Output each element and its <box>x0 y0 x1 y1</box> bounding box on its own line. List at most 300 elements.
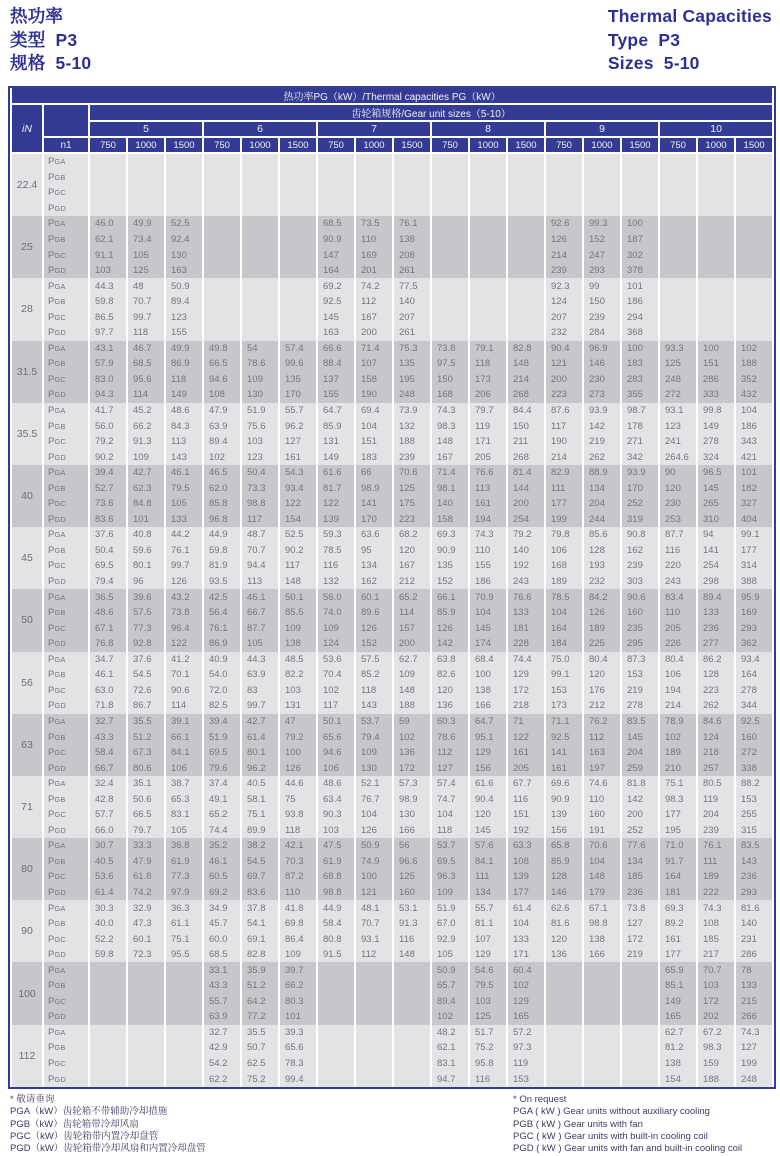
row-label: PGB <box>44 667 88 683</box>
value-cell <box>508 232 544 248</box>
value-cell: 50.4 <box>242 465 278 481</box>
value-cell: 67.0 <box>432 916 468 932</box>
value-cell: 68.8 <box>318 869 354 885</box>
value-cell <box>166 1040 202 1056</box>
value-cell: 177 <box>660 807 696 823</box>
value-cell: 85.2 <box>356 667 392 683</box>
value-cell <box>318 154 354 170</box>
value-cell: 162 <box>356 574 392 590</box>
value-cell: 67.1 <box>90 620 126 636</box>
value-cell: 189 <box>546 574 582 590</box>
row-label: PGC <box>44 1056 88 1072</box>
value-cell: 128 <box>546 869 582 885</box>
value-cell <box>660 325 696 341</box>
value-cell: 84.8 <box>128 496 164 512</box>
value-cell <box>394 185 430 201</box>
table-row <box>12 418 772 434</box>
value-cell: 108 <box>204 387 240 403</box>
value-cell: 94 <box>698 527 734 543</box>
value-cell: 32.9 <box>128 900 164 916</box>
value-cell <box>128 978 164 994</box>
value-cell: 69.1 <box>242 931 278 947</box>
value-cell: 128 <box>698 667 734 683</box>
value-cell: 75.1 <box>242 807 278 823</box>
speed-header: 1500 <box>508 138 544 154</box>
value-cell: 122 <box>318 496 354 512</box>
value-cell: 129 <box>470 947 506 963</box>
value-cell: 70.4 <box>318 667 354 683</box>
value-cell <box>356 1025 392 1041</box>
value-cell: 141 <box>698 543 734 559</box>
value-cell: 186 <box>622 294 658 310</box>
value-cell: 110 <box>356 232 392 248</box>
value-cell: 200 <box>622 807 658 823</box>
value-cell: 71.4 <box>356 341 392 357</box>
value-cell: 85.5 <box>280 605 316 621</box>
value-cell: 125 <box>660 356 696 372</box>
value-cell: 76.1 <box>204 620 240 636</box>
value-cell <box>242 325 278 341</box>
value-cell <box>584 185 620 201</box>
speed-header: 750 <box>546 138 582 154</box>
value-cell <box>356 1009 392 1025</box>
value-cell: 125 <box>394 480 430 496</box>
speed-header: 1500 <box>166 138 202 154</box>
value-cell: 98.7 <box>622 403 658 419</box>
value-cell: 204 <box>584 496 620 512</box>
value-cell: 111 <box>546 480 582 496</box>
value-cell: 101 <box>622 278 658 294</box>
table-row <box>12 294 772 310</box>
value-cell: 121 <box>546 356 582 372</box>
value-cell <box>736 278 772 294</box>
value-cell: 70.7 <box>356 916 392 932</box>
value-cell <box>508 216 544 232</box>
value-cell: 195 <box>394 372 430 388</box>
value-cell: 90.2 <box>90 449 126 465</box>
value-cell: 232 <box>584 574 620 590</box>
value-cell: 79.1 <box>470 341 506 357</box>
row-label: PGD <box>44 1071 88 1087</box>
value-cell <box>280 170 316 186</box>
value-cell: 167 <box>394 558 430 574</box>
row-label: PGA <box>44 652 88 668</box>
value-cell: 54.0 <box>204 667 240 683</box>
value-cell: 163 <box>166 263 202 279</box>
value-cell: 303 <box>622 574 658 590</box>
value-cell: 191 <box>584 823 620 839</box>
value-cell <box>432 325 468 341</box>
value-cell: 222 <box>698 885 734 901</box>
value-cell: 194 <box>660 683 696 699</box>
value-cell <box>356 994 392 1010</box>
value-cell: 404 <box>736 512 772 528</box>
value-cell <box>90 1025 126 1041</box>
value-cell <box>90 154 126 170</box>
value-cell: 189 <box>660 745 696 761</box>
value-cell <box>280 294 316 310</box>
value-cell: 39.7 <box>280 962 316 978</box>
value-cell: 189 <box>584 620 620 636</box>
value-cell: 49.9 <box>166 341 202 357</box>
value-cell <box>584 1025 620 1041</box>
value-cell: 58.4 <box>90 745 126 761</box>
value-cell: 148 <box>508 356 544 372</box>
value-cell: 231 <box>736 931 772 947</box>
value-cell: 295 <box>622 636 658 652</box>
value-cell <box>394 201 430 217</box>
value-cell: 98.9 <box>356 480 392 496</box>
value-cell: 140 <box>432 496 468 512</box>
value-cell: 64.7 <box>470 714 506 730</box>
value-cell <box>280 185 316 201</box>
value-cell: 41.8 <box>280 900 316 916</box>
page-title-en-line2: Type P3 <box>607 29 681 50</box>
value-cell: 65.8 <box>546 838 582 854</box>
value-cell: 42.5 <box>204 589 240 605</box>
value-cell: 127 <box>432 760 468 776</box>
value-cell: 77.3 <box>166 869 202 885</box>
value-cell: 93.8 <box>280 807 316 823</box>
row-label: PGC <box>44 309 88 325</box>
value-cell: 142 <box>584 418 620 434</box>
value-cell: 40.5 <box>90 854 126 870</box>
value-cell <box>242 294 278 310</box>
value-cell: 70.1 <box>166 667 202 683</box>
value-cell: 47.9 <box>204 403 240 419</box>
value-cell: 39.3 <box>280 1025 316 1041</box>
value-cell: 112 <box>432 745 468 761</box>
row-label: PGA <box>44 278 88 294</box>
value-cell: 40.9 <box>204 652 240 668</box>
footnote-line: PGD（kW）齿轮箱带冷却风扇和内置冷却盘管 <box>10 1143 206 1155</box>
value-cell: 154 <box>660 1071 696 1087</box>
value-cell: 133 <box>166 512 202 528</box>
value-cell: 86.7 <box>128 698 164 714</box>
value-cell: 50.1 <box>318 714 354 730</box>
value-cell <box>698 294 734 310</box>
value-cell: 63.3 <box>508 838 544 854</box>
value-cell: 96.3 <box>432 869 468 885</box>
value-cell: 120 <box>546 931 582 947</box>
value-cell: 98.3 <box>698 1040 734 1056</box>
value-cell: 57.5 <box>128 605 164 621</box>
value-cell <box>204 309 240 325</box>
ratio-cell: 40 <box>12 465 42 527</box>
table-row <box>12 776 772 792</box>
value-cell: 84.6 <box>698 714 734 730</box>
value-cell: 84.3 <box>166 418 202 434</box>
value-cell <box>546 962 582 978</box>
row-label: PGB <box>44 418 88 434</box>
value-cell: 92.8 <box>128 636 164 652</box>
row-label: PGD <box>44 885 88 901</box>
value-cell: 84.1 <box>166 745 202 761</box>
value-cell: 134 <box>584 480 620 496</box>
value-cell: 116 <box>318 558 354 574</box>
value-cell: 82.6 <box>432 667 468 683</box>
value-cell <box>280 201 316 217</box>
value-cell: 85.1 <box>660 978 696 994</box>
speed-header: 1000 <box>356 138 392 154</box>
value-cell: 35.5 <box>128 714 164 730</box>
value-cell: 39.6 <box>128 589 164 605</box>
value-cell: 138 <box>470 683 506 699</box>
in-header: iN <box>12 105 42 154</box>
speed-header: 1000 <box>242 138 278 154</box>
value-cell: 51.9 <box>432 900 468 916</box>
value-cell: 82.8 <box>508 341 544 357</box>
value-cell: 172 <box>394 760 430 776</box>
value-cell: 57.4 <box>432 776 468 792</box>
value-cell: 278 <box>698 434 734 450</box>
value-cell: 61.4 <box>508 900 544 916</box>
value-cell: 43.3 <box>90 729 126 745</box>
value-cell: 77.3 <box>128 620 164 636</box>
value-cell: 100 <box>280 745 316 761</box>
value-cell: 145 <box>470 823 506 839</box>
value-cell: 48 <box>128 278 164 294</box>
value-cell: 343 <box>736 434 772 450</box>
value-cell: 57.7 <box>90 807 126 823</box>
value-cell: 169 <box>736 605 772 621</box>
value-cell <box>280 232 316 248</box>
value-cell: 262 <box>698 698 734 714</box>
value-cell: 90 <box>660 465 696 481</box>
value-cell <box>90 1056 126 1072</box>
value-cell: 57.4 <box>280 341 316 357</box>
value-cell <box>356 962 392 978</box>
value-cell: 98.8 <box>242 496 278 512</box>
value-cell: 56.0 <box>90 418 126 434</box>
value-cell: 148 <box>394 683 430 699</box>
value-cell: 33.1 <box>204 962 240 978</box>
speed-header: 750 <box>204 138 240 154</box>
value-cell <box>584 978 620 994</box>
value-cell: 223 <box>698 683 734 699</box>
table-row <box>12 201 772 217</box>
table-row <box>12 807 772 823</box>
value-cell: 78.5 <box>318 543 354 559</box>
row-label: PGB <box>44 1040 88 1056</box>
n1-header: n1 <box>44 138 88 154</box>
value-cell: 69.5 <box>204 745 240 761</box>
value-cell: 104 <box>584 854 620 870</box>
value-cell: 44.3 <box>90 278 126 294</box>
ratio-cell: 63 <box>12 714 42 776</box>
value-cell <box>432 294 468 310</box>
value-cell: 118 <box>356 683 392 699</box>
value-cell <box>318 1009 354 1025</box>
value-cell: 118 <box>128 325 164 341</box>
footnote-line: PGC（kW）齿轮箱带内置冷却盘管 <box>10 1131 159 1143</box>
value-cell: 159 <box>698 1056 734 1072</box>
value-cell: 50.9 <box>432 962 468 978</box>
value-cell: 133 <box>508 931 544 947</box>
value-cell <box>584 170 620 186</box>
value-cell: 344 <box>736 698 772 714</box>
value-cell: 63.9 <box>204 1009 240 1025</box>
value-cell: 40.8 <box>128 527 164 543</box>
value-cell: 164 <box>660 869 696 885</box>
value-cell <box>318 170 354 186</box>
value-cell: 63.0 <box>90 683 126 699</box>
value-cell <box>432 201 468 217</box>
value-cell: 123 <box>242 449 278 465</box>
value-cell: 66.1 <box>166 729 202 745</box>
footnote-line: PGB（kW）齿轮箱带冷却风扇 <box>10 1118 139 1130</box>
value-cell: 71.0 <box>660 838 696 854</box>
value-cell <box>660 309 696 325</box>
value-cell: 75.2 <box>242 1071 278 1087</box>
row-label: PGA <box>44 527 88 543</box>
value-cell <box>698 232 734 248</box>
value-cell <box>394 978 430 994</box>
value-cell: 73.9 <box>394 403 430 419</box>
value-cell: 74.3 <box>736 1025 772 1041</box>
value-cell: 262 <box>584 449 620 465</box>
value-cell: 219 <box>622 683 658 699</box>
value-cell: 268 <box>508 387 544 403</box>
value-cell: 116 <box>508 791 544 807</box>
value-cell: 81.8 <box>622 776 658 792</box>
value-cell: 163 <box>318 325 354 341</box>
value-cell: 76.2 <box>584 714 620 730</box>
value-cell: 54.5 <box>128 667 164 683</box>
value-cell: 101 <box>280 1009 316 1025</box>
value-cell <box>584 1071 620 1087</box>
value-cell: 78.6 <box>242 356 278 372</box>
value-cell: 87.7 <box>242 620 278 636</box>
value-cell <box>90 962 126 978</box>
value-cell: 145 <box>622 729 658 745</box>
value-cell: 327 <box>736 496 772 512</box>
value-cell: 62.3 <box>128 480 164 496</box>
value-cell: 89.4 <box>204 434 240 450</box>
value-cell: 89.4 <box>698 589 734 605</box>
value-cell: 56 <box>394 838 430 854</box>
page-title-zh-line3: 规格 5-10 <box>10 53 92 73</box>
row-label: PGB <box>44 294 88 310</box>
value-cell: 155 <box>318 387 354 403</box>
value-cell: 95 <box>356 543 392 559</box>
value-cell: 69.3 <box>660 900 696 916</box>
value-cell: 100 <box>470 667 506 683</box>
value-cell: 83 <box>242 683 278 699</box>
table-row <box>12 745 772 761</box>
value-cell <box>356 154 392 170</box>
table-row <box>12 652 772 668</box>
value-cell: 126 <box>432 620 468 636</box>
value-cell: 114 <box>394 605 430 621</box>
value-cell: 137 <box>318 372 354 388</box>
value-cell: 118 <box>470 356 506 372</box>
value-cell: 113 <box>470 480 506 496</box>
value-cell: 103 <box>242 434 278 450</box>
value-cell: 80.1 <box>242 745 278 761</box>
ratio-cell: 35.5 <box>12 403 42 465</box>
value-cell: 104 <box>736 403 772 419</box>
value-cell: 286 <box>736 947 772 963</box>
value-cell: 116 <box>660 543 696 559</box>
value-cell: 75 <box>280 791 316 807</box>
value-cell: 147 <box>318 247 354 263</box>
value-cell: 74.7 <box>432 791 468 807</box>
value-cell: 164 <box>318 263 354 279</box>
value-cell: 166 <box>394 823 430 839</box>
value-cell: 355 <box>622 387 658 403</box>
value-cell <box>280 216 316 232</box>
value-cell: 120 <box>660 480 696 496</box>
value-cell: 236 <box>698 620 734 636</box>
value-cell <box>622 1025 658 1041</box>
value-cell: 106 <box>318 760 354 776</box>
value-cell: 150 <box>508 418 544 434</box>
table-row <box>12 574 772 590</box>
value-cell: 38.2 <box>242 838 278 854</box>
value-cell: 46.1 <box>166 465 202 481</box>
value-cell: 214 <box>546 449 582 465</box>
value-cell <box>280 309 316 325</box>
value-cell: 89.6 <box>356 605 392 621</box>
table-row <box>12 543 772 559</box>
value-cell: 368 <box>622 325 658 341</box>
value-cell: 124 <box>318 636 354 652</box>
value-cell: 54.3 <box>280 465 316 481</box>
value-cell: 106 <box>660 667 696 683</box>
value-cell <box>736 201 772 217</box>
value-cell: 79.2 <box>280 729 316 745</box>
value-cell: 75.0 <box>546 652 582 668</box>
value-cell: 91.1 <box>90 247 126 263</box>
value-cell: 103 <box>90 263 126 279</box>
value-cell <box>204 278 240 294</box>
value-cell: 78.9 <box>660 714 696 730</box>
value-cell: 86.9 <box>166 356 202 372</box>
row-label: PGB <box>44 729 88 745</box>
value-cell: 102 <box>736 341 772 357</box>
value-cell <box>508 309 544 325</box>
value-cell <box>584 1040 620 1056</box>
value-cell: 102 <box>204 449 240 465</box>
value-cell: 152 <box>584 232 620 248</box>
value-cell: 126 <box>356 823 392 839</box>
value-cell: 76.6 <box>470 465 506 481</box>
value-cell: 44.9 <box>318 900 354 916</box>
row-label: PGD <box>44 263 88 279</box>
value-cell: 94.3 <box>90 387 126 403</box>
value-cell: 79.5 <box>166 480 202 496</box>
value-cell: 188 <box>394 434 430 450</box>
value-cell <box>508 278 544 294</box>
value-cell: 39.4 <box>204 714 240 730</box>
value-cell: 184 <box>546 636 582 652</box>
value-cell: 134 <box>622 854 658 870</box>
value-cell <box>128 994 164 1010</box>
value-cell: 87.2 <box>280 869 316 885</box>
value-cell: 239 <box>698 823 734 839</box>
value-cell: 93.1 <box>356 931 392 947</box>
value-cell: 62.7 <box>394 652 430 668</box>
value-cell <box>622 154 658 170</box>
table-row <box>12 916 772 932</box>
blank-header <box>44 105 88 138</box>
value-cell: 65.2 <box>204 807 240 823</box>
value-cell: 96.2 <box>242 760 278 776</box>
value-cell: 150 <box>432 372 468 388</box>
value-cell: 41.2 <box>166 652 202 668</box>
value-cell: 421 <box>736 449 772 465</box>
